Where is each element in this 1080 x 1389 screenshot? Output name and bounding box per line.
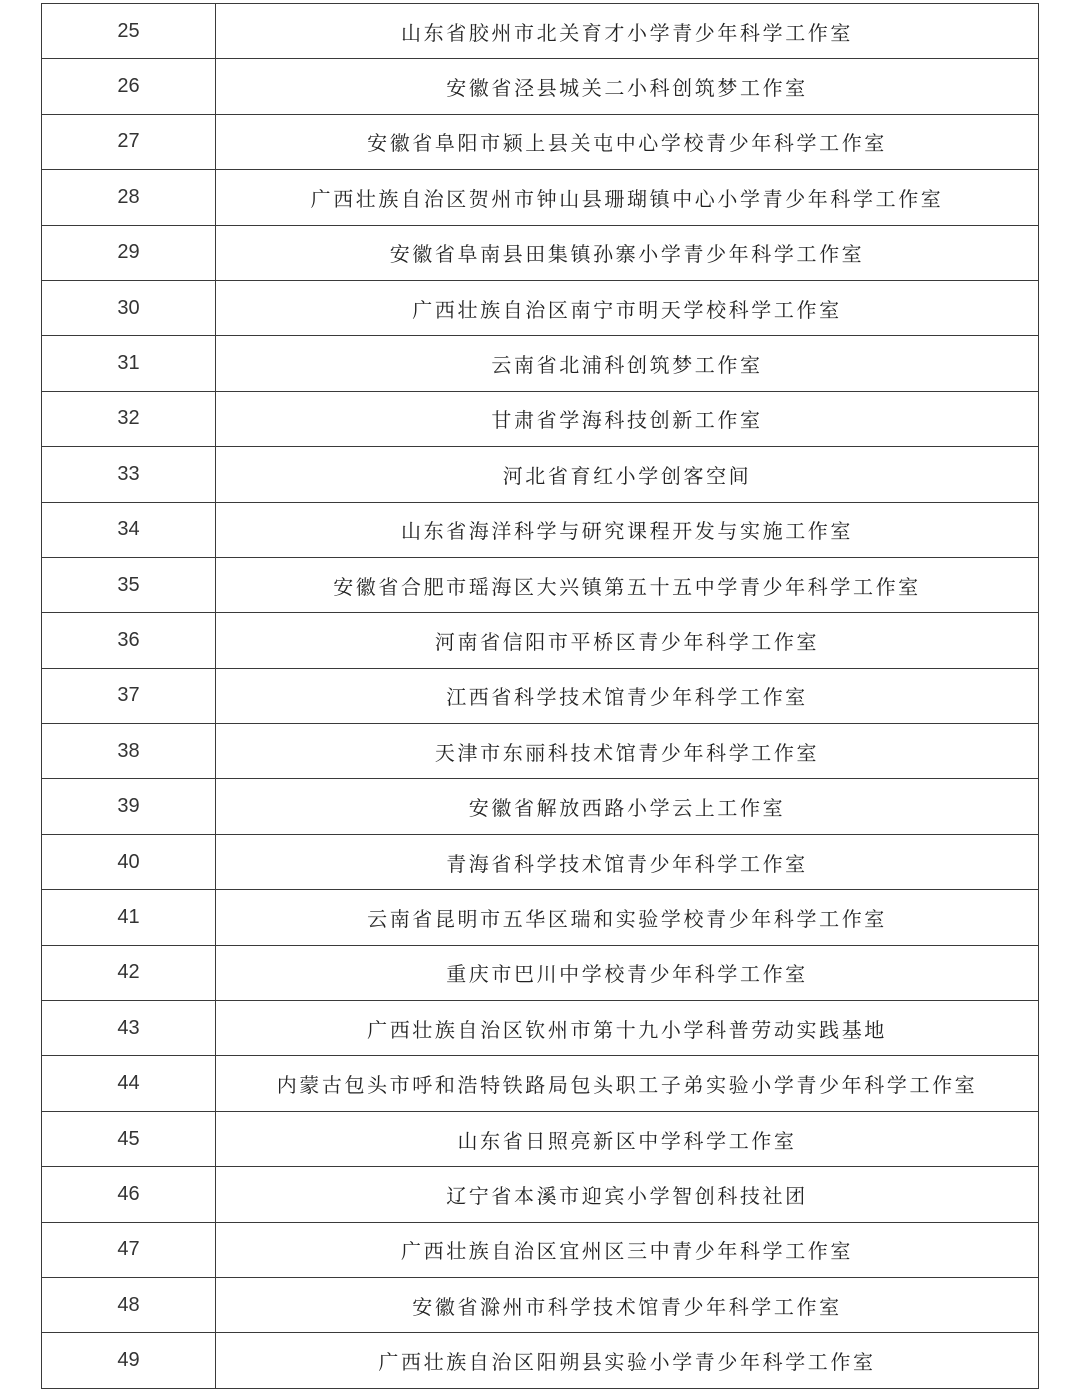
studio-list-table: [41, 3, 1039, 1389]
studio-name-cell: 安徽省阜南县田集镇孙寨小学青少年科学工作室: [216, 225, 1039, 280]
studio-name-cell: 河北省育红小学创客空间: [216, 447, 1039, 502]
table-row: [42, 336, 1039, 391]
row-number-cell: 29: [42, 225, 216, 280]
studio-name-cell: 天津市东丽科技术馆青少年科学工作室: [216, 724, 1039, 779]
table-row: [42, 170, 1039, 225]
studio-name-cell: 广西壮族自治区阳朔县实验小学青少年科学工作室: [216, 1333, 1039, 1388]
studio-name-cell: 安徽省解放西路小学云上工作室: [216, 779, 1039, 834]
studio-name-cell: 广西壮族自治区南宁市明天学校科学工作室: [216, 280, 1039, 335]
table-row: [42, 447, 1039, 502]
row-number-cell: 49: [42, 1333, 216, 1388]
studio-name-cell: 河南省信阳市平桥区青少年科学工作室: [216, 613, 1039, 668]
table-row: [42, 890, 1039, 945]
table-row: [42, 280, 1039, 335]
table-row: [42, 1167, 1039, 1222]
table-row: [42, 1277, 1039, 1332]
studio-name-cell: 安徽省泾县城关二小科创筑梦工作室: [216, 59, 1039, 114]
studio-name-cell: 安徽省滁州市科学技术馆青少年科学工作室: [216, 1277, 1039, 1332]
table-row: [42, 1333, 1039, 1388]
studio-name-cell: 甘肃省学海科技创新工作室: [216, 391, 1039, 446]
row-number-cell: 42: [42, 945, 216, 1000]
table-row: [42, 1056, 1039, 1111]
row-number-cell: 44: [42, 1056, 216, 1111]
studio-name-cell: 云南省北浦科创筑梦工作室: [216, 336, 1039, 391]
table-row: [42, 834, 1039, 889]
studio-name-cell: 山东省日照亮新区中学科学工作室: [216, 1111, 1039, 1166]
row-number-cell: 28: [42, 170, 216, 225]
table-row: [42, 557, 1039, 612]
row-number-cell: 41: [42, 890, 216, 945]
studio-name-cell: 重庆市巴川中学校青少年科学工作室: [216, 945, 1039, 1000]
table-row: [42, 1222, 1039, 1277]
studio-name-cell: 云南省昆明市五华区瑞和实验学校青少年科学工作室: [216, 890, 1039, 945]
row-number-cell: 31: [42, 336, 216, 391]
studio-name-cell: 山东省胶州市北关育才小学青少年科学工作室: [216, 4, 1039, 59]
studio-name-cell: 内蒙古包头市呼和浩特铁路局包头职工子弟实验小学青少年科学工作室: [216, 1056, 1039, 1111]
row-number-cell: 26: [42, 59, 216, 114]
row-number-cell: 45: [42, 1111, 216, 1166]
table-row: [42, 4, 1039, 59]
row-number-cell: 40: [42, 834, 216, 889]
row-number-cell: 27: [42, 114, 216, 169]
table-row: [42, 1001, 1039, 1056]
row-number-cell: 48: [42, 1277, 216, 1332]
row-number-cell: 33: [42, 447, 216, 502]
table-row: [42, 779, 1039, 834]
row-number-cell: 36: [42, 613, 216, 668]
studio-name-cell: 安徽省阜阳市颍上县关屯中心学校青少年科学工作室: [216, 114, 1039, 169]
table-row: [42, 391, 1039, 446]
table-row: [42, 945, 1039, 1000]
table-row: [42, 114, 1039, 169]
studio-name-cell: 广西壮族自治区钦州市第十九小学科普劳动实践基地: [216, 1001, 1039, 1056]
row-number-cell: 25: [42, 4, 216, 59]
studio-name-cell: 安徽省合肥市瑶海区大兴镇第五十五中学青少年科学工作室: [216, 557, 1039, 612]
row-number-cell: 38: [42, 724, 216, 779]
table-body: [42, 4, 1039, 1389]
table-row: [42, 668, 1039, 723]
row-number-cell: 43: [42, 1001, 216, 1056]
row-number-cell: 34: [42, 502, 216, 557]
row-number-cell: 47: [42, 1222, 216, 1277]
table-row: [42, 724, 1039, 779]
table-row: [42, 225, 1039, 280]
studio-name-cell: 广西壮族自治区宜州区三中青少年科学工作室: [216, 1222, 1039, 1277]
row-number-cell: 39: [42, 779, 216, 834]
studio-name-cell: 江西省科学技术馆青少年科学工作室: [216, 668, 1039, 723]
row-number-cell: 30: [42, 280, 216, 335]
row-number-cell: 37: [42, 668, 216, 723]
studio-name-cell: 青海省科学技术馆青少年科学工作室: [216, 834, 1039, 889]
studio-name-cell: 广西壮族自治区贺州市钟山县珊瑚镇中心小学青少年科学工作室: [216, 170, 1039, 225]
table-row: [42, 1111, 1039, 1166]
table-row: [42, 502, 1039, 557]
studio-name-cell: 辽宁省本溪市迎宾小学智创科技社团: [216, 1167, 1039, 1222]
studio-name-cell: 山东省海洋科学与研究课程开发与实施工作室: [216, 502, 1039, 557]
document-page: [41, 3, 1039, 1389]
row-number-cell: 35: [42, 557, 216, 612]
table-row: [42, 613, 1039, 668]
row-number-cell: 46: [42, 1167, 216, 1222]
row-number-cell: 32: [42, 391, 216, 446]
table-row: [42, 59, 1039, 114]
